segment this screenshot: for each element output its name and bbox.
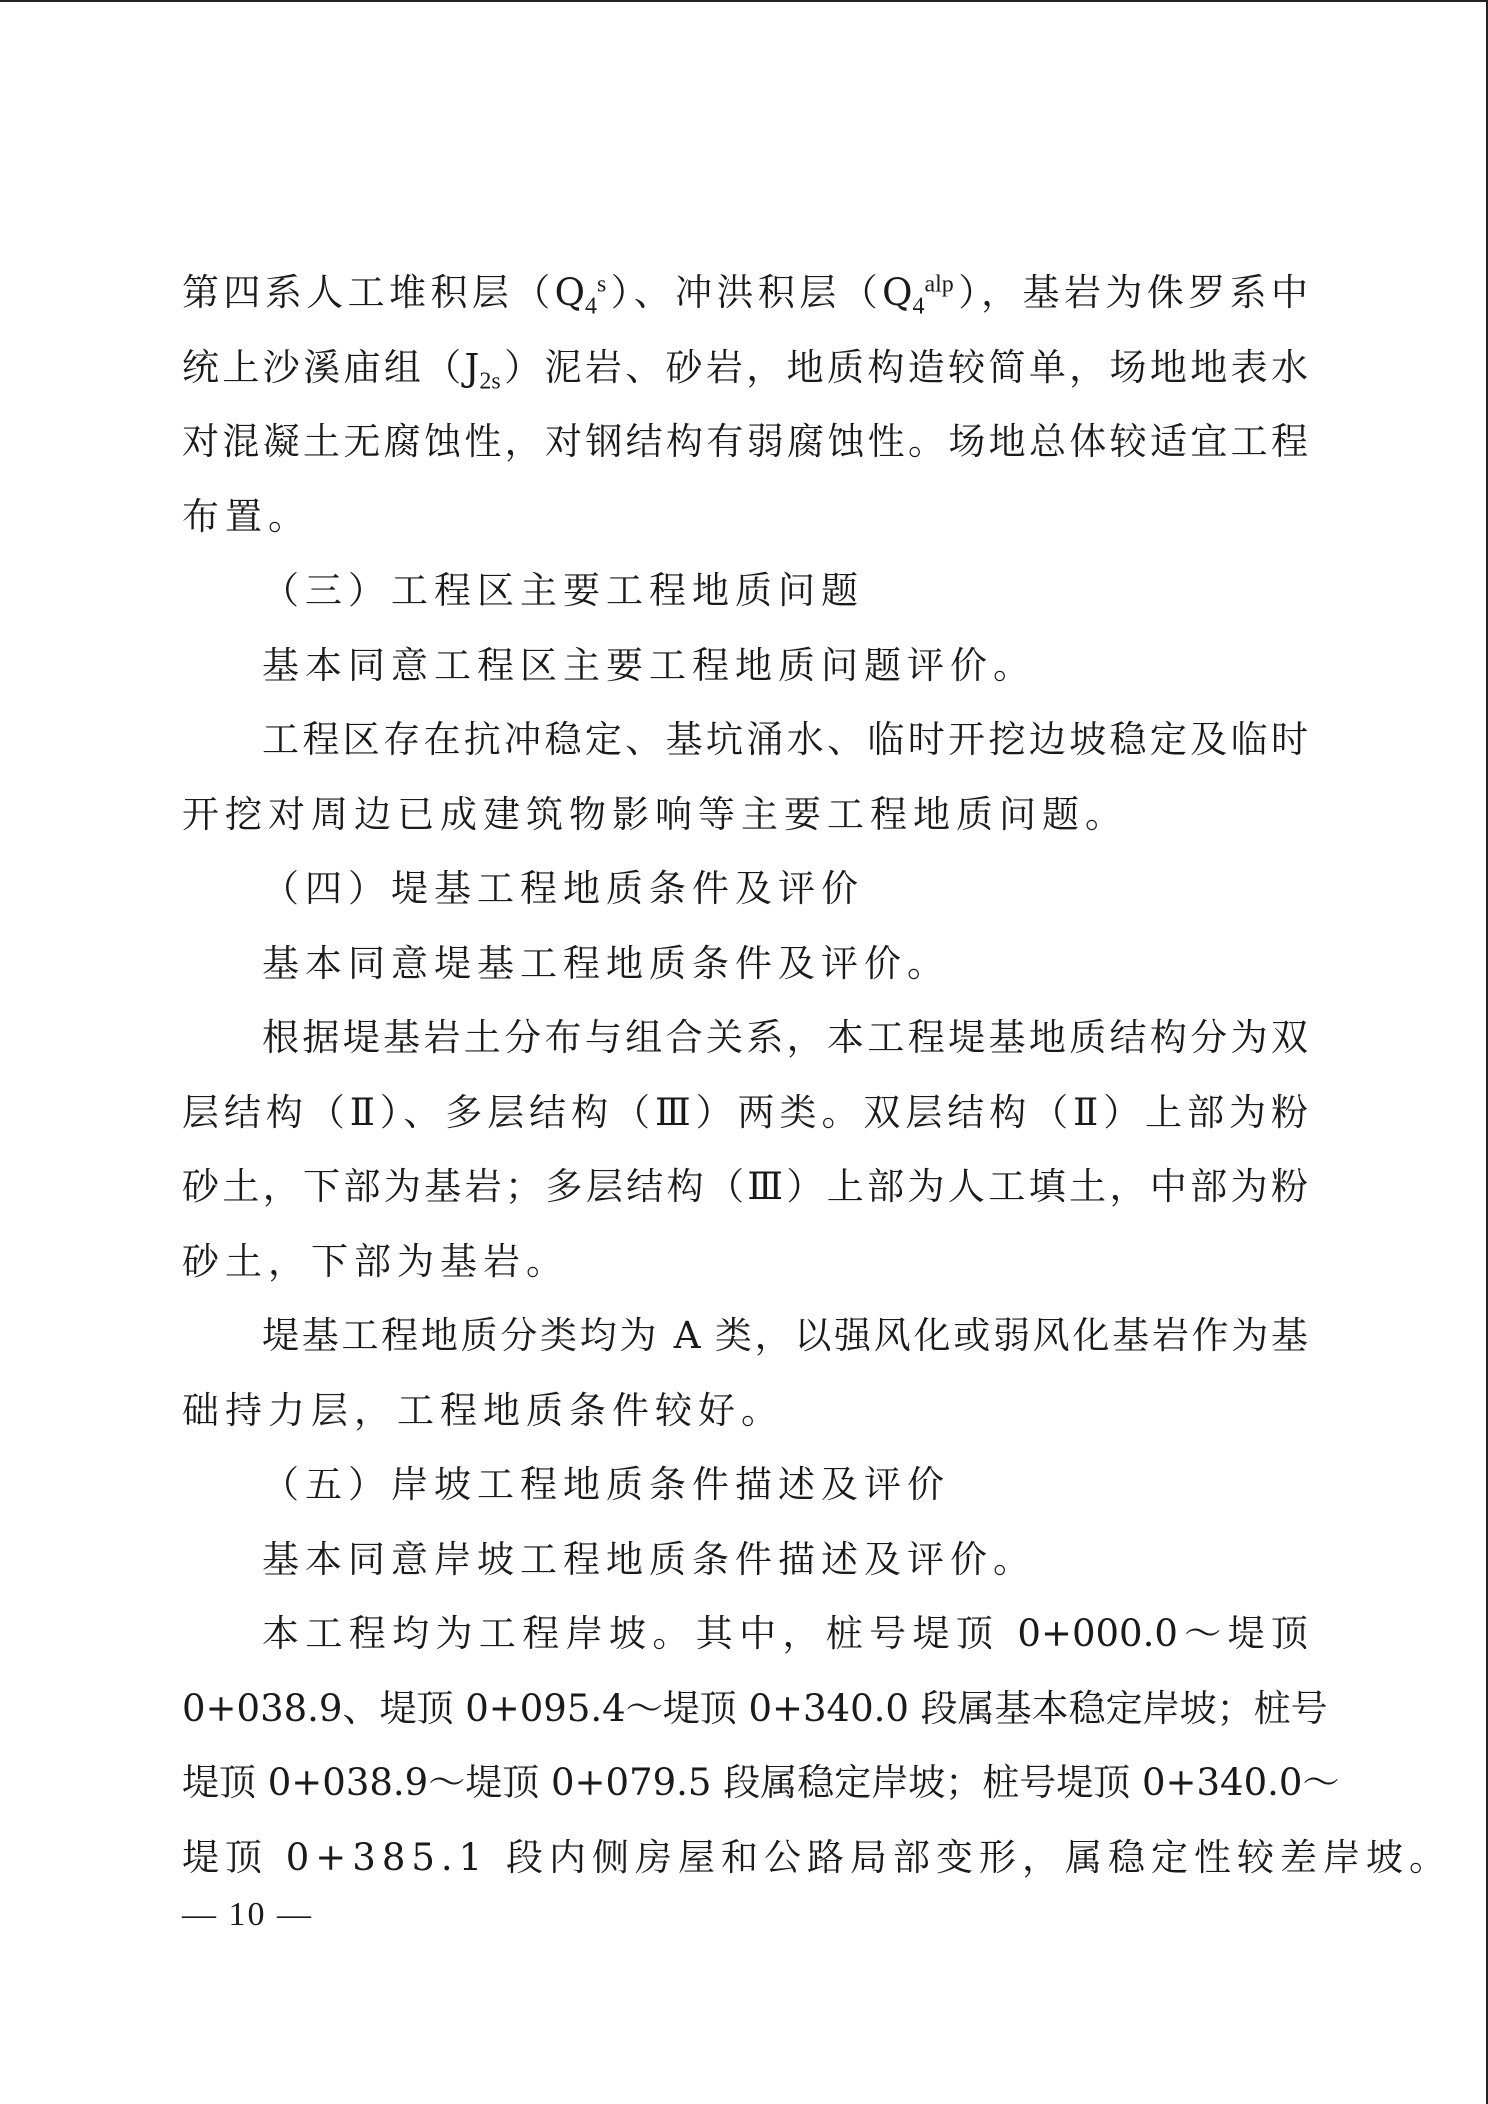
section-3-paragraph-2-line-2: 开挖对周边已成建筑物影响等主要工程地质问题。	[182, 792, 1128, 836]
section-4-paragraph-3-line-2: 础持力层，工程地质条件较好。	[182, 1388, 784, 1432]
intro-line-2	[182, 331, 1308, 406]
section-5-paragraph-2-line-4: 堤顶 0+385.1 段内侧房屋和公路局部变形，属稳定性较差岸坡。	[182, 1835, 1452, 1879]
section-5-paragraph-2-line-2: 0+038.9、堤顶 0+095.4～堤顶 0+340.0 段属基本稳定岸坡；桩号	[182, 1686, 1328, 1730]
intro-text-2a: 统上沙溪庙组（J	[182, 345, 480, 389]
intro-text-1c: ），基岩为侏罗系中	[953, 271, 1308, 314]
section-5-heading: （五）岸坡工程地质条件描述及评价	[262, 1463, 950, 1506]
section-5-paragraph-1: 基本同意岸坡工程地质条件描述及评价。	[262, 1537, 1036, 1581]
section-3-paragraph-2-line-1: 工程区存在抗冲稳定、基坑涌水、临时开挖边坡稳定及临时	[262, 718, 1308, 761]
intro-text-2b: ）泥岩、砂岩，地质构造较简单，场地地表水	[500, 345, 1309, 389]
intro-line-3: 对混凝土无腐蚀性，对钢结构有弱腐蚀性。场地总体较适宜工程	[182, 420, 1308, 463]
intro-text-1a: 第四系人工堆积层（Q	[182, 271, 586, 314]
section-4-paragraph-1: 基本同意堤基工程地质条件及评价。	[262, 941, 950, 985]
intro-subscript-2: 4	[912, 293, 925, 320]
section-4-heading: （四）堤基工程地质条件及评价	[262, 867, 864, 910]
section-3-heading: （三）工程区主要工程地质问题	[262, 569, 864, 612]
intro-subscript-3: 2s	[479, 367, 501, 394]
document-body	[182, 256, 1452, 1895]
section-5-paragraph-2-line-1: 本工程均为工程岸坡。其中，桩号堤顶 0+000.0～堤顶	[262, 1612, 1308, 1655]
intro-text-1b: ）、冲洪积层（Q	[606, 271, 913, 314]
section-4-paragraph-2-line-3: 砂土，下部为基岩；多层结构（Ⅲ）上部为人工填土，中部为粉	[182, 1165, 1308, 1208]
section-4-paragraph-2-line-1: 根据堤基岩土分布与组合关系，本工程堤基地质结构分为双	[262, 1016, 1308, 1059]
intro-subscript-1: 4	[585, 293, 598, 320]
intro-line-4: 布置。	[182, 494, 311, 538]
section-4-paragraph-3-line-1: 堤基工程地质分类均为 A 类，以强风化或弱风化基岩作为基	[262, 1314, 1308, 1357]
section-4-paragraph-2-line-2: 层结构（Ⅱ）、多层结构（Ⅲ）两类。双层结构（Ⅱ）上部为粉	[182, 1090, 1308, 1134]
intro-superscript-2: alp	[924, 271, 954, 298]
section-4-paragraph-2-line-4: 砂土，下部为基岩。	[182, 1239, 569, 1283]
intro-line-1	[182, 256, 1308, 331]
intro-superscript-1: s	[597, 271, 607, 298]
page-number: — 10 —	[182, 1896, 313, 1933]
section-5-paragraph-2-line-3: 堤顶 0+038.9～堤顶 0+079.5 段属稳定岸坡；桩号堤顶 0+340.0～	[182, 1761, 1340, 1804]
section-3-paragraph-1: 基本同意工程区主要工程地质问题评价。	[262, 643, 1036, 687]
